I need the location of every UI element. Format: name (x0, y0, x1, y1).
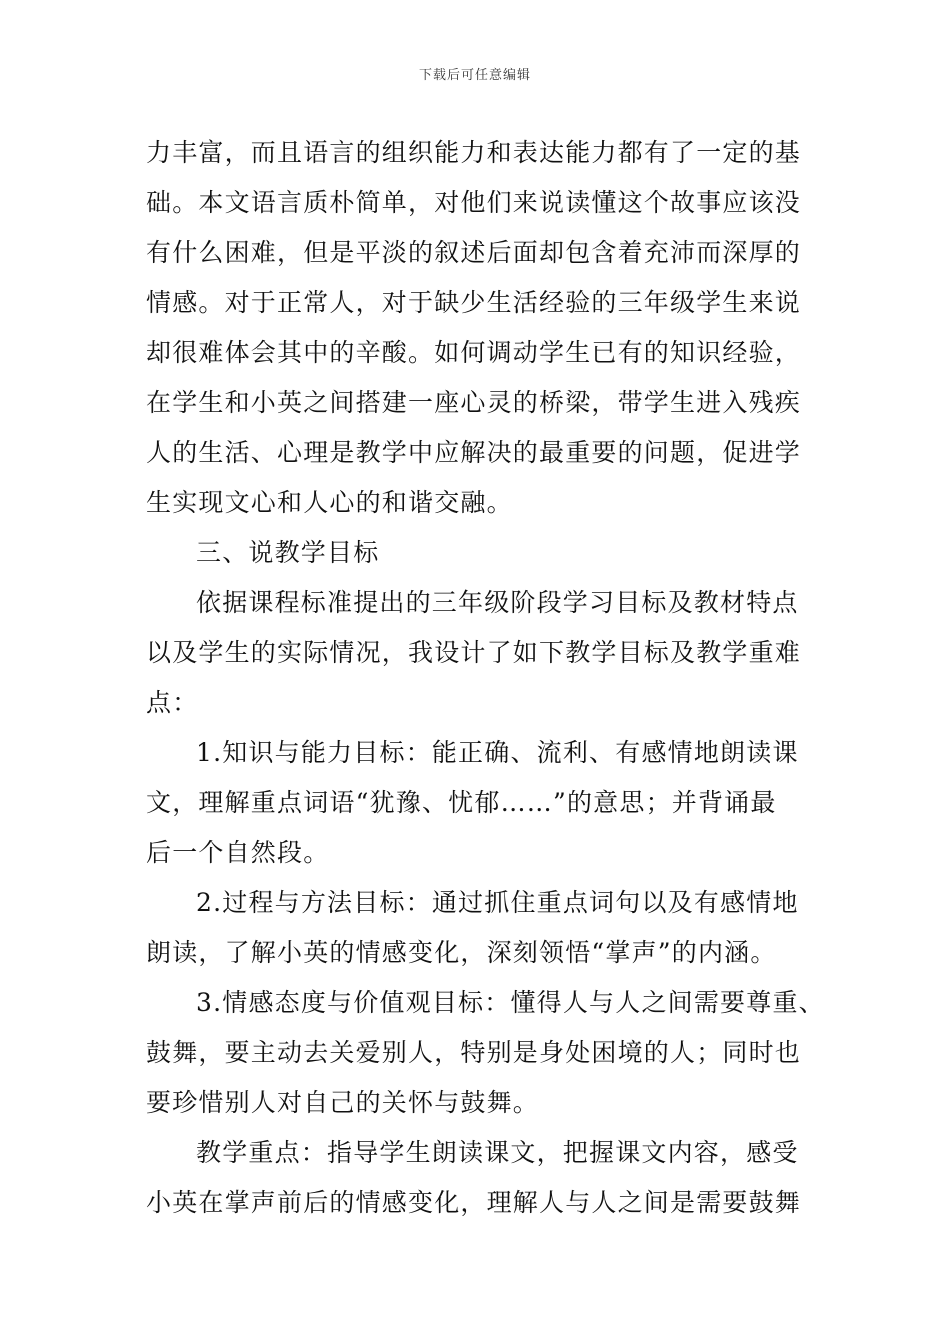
header-note: 下载后可任意编辑 (418, 68, 531, 83)
text-line: 人的生活、心理是教学中应解决的最重要的问题，促进学 (146, 438, 802, 467)
text-line: 教学重点：指导学生朗读课文，把握课文内容，感受 (196, 1138, 799, 1167)
text-line: 依据课程标准提出的三年级阶段学习目标及教材特点 (196, 588, 799, 617)
text-line: 力丰富，而且语言的组织能力和表达能力都有了一定的基 (146, 138, 802, 167)
text-line: 础。本文语言质朴简单，对他们来说读懂这个故事应该没 (146, 188, 802, 217)
text-line: 要珍惜别人对自己的关怀与鼓舞。 (146, 1088, 540, 1117)
text-line: 文，理解重点词语“犹豫、忧郁……”的意思；并背诵最 (146, 788, 777, 817)
text-line: 朗读，了解小英的情感变化，深刻领悟“掌声”的内涵。 (146, 938, 777, 967)
text-line: 鼓舞，要主动去关爱别人，特别是身处困境的人；同时也 (146, 1038, 802, 1067)
text-line: 3.情感态度与价值观目标：懂得人与人之间需要尊重、 (196, 988, 825, 1017)
text-line: 1.知识与能力目标：能正确、流利、有感情地朗读课 (196, 738, 799, 767)
text-line: 小英在掌声前后的情感变化，理解人与人之间是需要鼓舞 (146, 1188, 802, 1217)
text-line: 2.过程与方法目标：通过抓住重点词句以及有感情地 (196, 888, 799, 917)
text-line: 却很难体会其中的辛酸。如何调动学生已有的知识经验， (146, 338, 802, 367)
text-line: 点： (146, 688, 199, 717)
text-line: 情感。对于正常人，对于缺少生活经验的三年级学生来说 (146, 288, 802, 317)
text-line: 在学生和小英之间搭建一座心灵的桥梁，带学生进入残疾 (146, 388, 802, 417)
text-line: 以及学生的实际情况，我设计了如下教学目标及教学重难 (146, 638, 802, 667)
text-line: 后一个自然段。 (146, 838, 330, 867)
text-line: 生实现文心和人心的和谐交融。 (146, 488, 513, 517)
text-line: 有什么困难，但是平淡的叙述后面却包含着充沛而深厚的 (146, 238, 802, 267)
section-heading: 三、说教学目标 (196, 538, 380, 567)
